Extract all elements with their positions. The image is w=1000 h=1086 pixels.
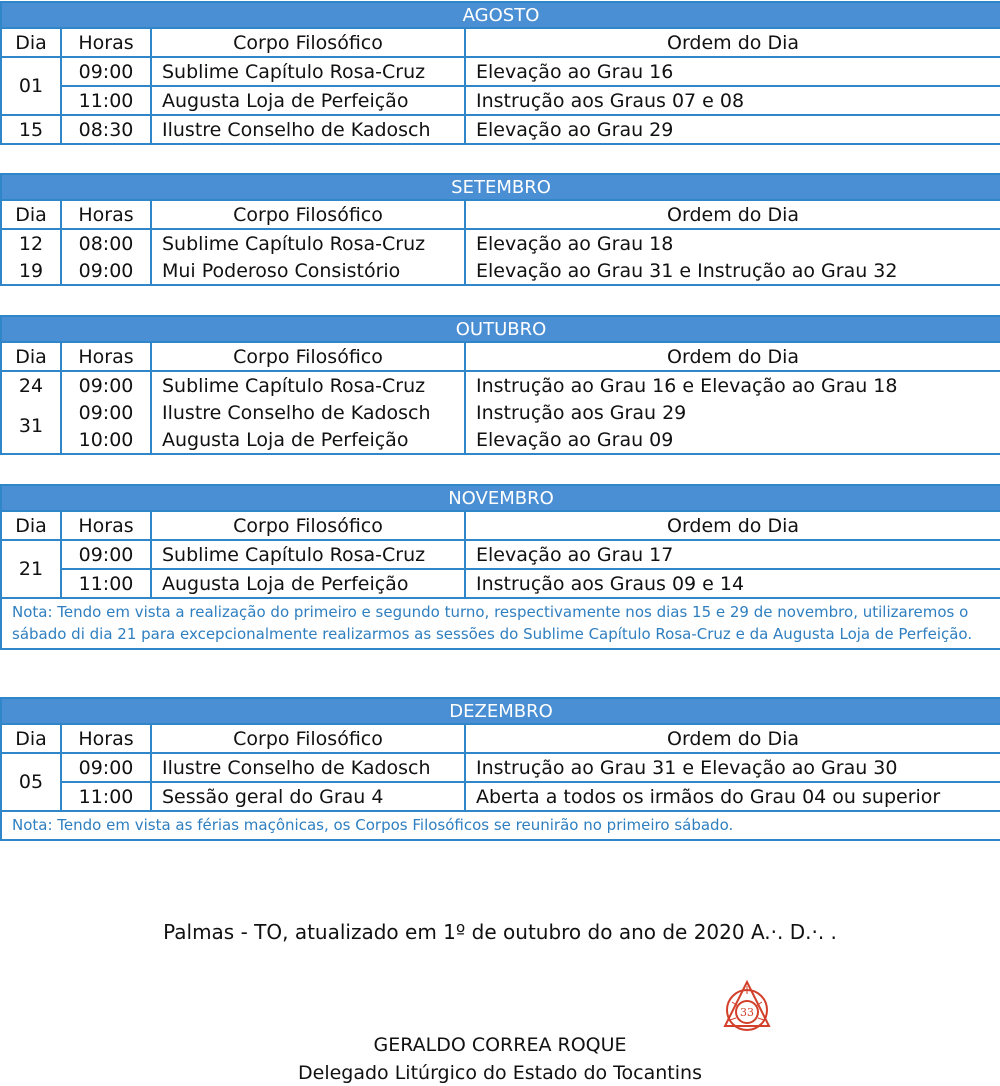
header-horas: Horas: [61, 724, 151, 753]
ordem-cell: Elevação ao Grau 17: [465, 540, 1000, 569]
header-horas: Horas: [61, 342, 151, 371]
corpo-cell: Augusta Loja de Perfeição: [151, 569, 465, 598]
header-dia: Dia: [1, 200, 61, 229]
header-corpo: Corpo Filosófico: [151, 724, 465, 753]
table-row: [1, 115, 1000, 144]
header-row: [1, 200, 1000, 229]
header-horas: Horas: [61, 511, 151, 540]
ordem-cell: Elevação ao Grau 18: [465, 229, 1000, 257]
header-ordem: Ordem do Dia: [465, 511, 1000, 540]
header-dia: Dia: [1, 28, 61, 57]
table-row: [1, 782, 1000, 811]
table-row: [1, 426, 1000, 454]
table-row: [1, 399, 1000, 426]
month-title: OUTUBRO: [1, 316, 1000, 342]
dia-cell: 01: [1, 57, 61, 115]
table-row: [1, 371, 1000, 399]
header-dia: Dia: [1, 511, 61, 540]
corpo-cell: Sublime Capítulo Rosa-Cruz: [151, 229, 465, 257]
table-row: [1, 257, 1000, 285]
agosto-table: [0, 1, 1000, 145]
hora-cell: 09:00: [61, 753, 151, 782]
ordem-cell: Instrução aos Graus 07 e 08: [465, 86, 1000, 115]
month-novembro: [0, 484, 1000, 650]
table-row: [1, 753, 1000, 782]
dia-cell: 12: [1, 229, 61, 257]
table-row: [1, 229, 1000, 257]
header-row: [1, 724, 1000, 753]
corpo-cell: Ilustre Conselho de Kadosch: [151, 753, 465, 782]
ordem-cell: Elevação ao Grau 16: [465, 57, 1000, 86]
dia-cell: 21: [1, 540, 61, 598]
corpo-cell: Sessão geral do Grau 4: [151, 782, 465, 811]
hora-cell: 11:00: [61, 782, 151, 811]
note-text: Nota: Tendo em vista as férias maçônicas, os Corpos Filosóficos se reunirão no primeiro sábado.: [1, 811, 1000, 840]
month-dezembro: [0, 697, 1000, 841]
header-ordem: Ordem do Dia: [465, 342, 1000, 371]
hora-cell: 09:00: [61, 540, 151, 569]
dia-cell: 24: [1, 371, 61, 399]
dia-cell: 15: [1, 115, 61, 144]
header-row: [1, 342, 1000, 371]
ordem-cell: Instrução ao Grau 31 e Elevação ao Grau 30: [465, 753, 1000, 782]
month-setembro: [0, 173, 1000, 286]
corpo-cell: Augusta Loja de Perfeição: [151, 86, 465, 115]
header-corpo: Corpo Filosófico: [151, 511, 465, 540]
hora-cell: 09:00: [61, 371, 151, 399]
ordem-cell: Elevação ao Grau 09: [465, 426, 1000, 454]
header-ordem: Ordem do Dia: [465, 724, 1000, 753]
header-corpo: Corpo Filosófico: [151, 342, 465, 371]
header-horas: Horas: [61, 200, 151, 229]
hora-cell: 08:30: [61, 115, 151, 144]
month-title: DEZEMBRO: [1, 698, 1000, 724]
novembro-table: [0, 484, 1000, 650]
setembro-table: [0, 173, 1000, 286]
hora-cell: 11:00: [61, 86, 151, 115]
month-title: SETEMBRO: [1, 174, 1000, 200]
header-ordem: Ordem do Dia: [465, 200, 1000, 229]
corpo-cell: Ilustre Conselho de Kadosch: [151, 399, 465, 426]
ordem-cell: Aberta a todos os irmãos do Grau 04 ou superior: [465, 782, 1000, 811]
header-horas: Horas: [61, 28, 151, 57]
dia-cell: 19: [1, 257, 61, 285]
corpo-cell: Sublime Capítulo Rosa-Cruz: [151, 371, 465, 399]
table-row: [1, 569, 1000, 598]
corpo-cell: Sublime Capítulo Rosa-Cruz: [151, 57, 465, 86]
hora-cell: 09:00: [61, 399, 151, 426]
place-date: Palmas - TO, atualizado em 1º de outubro do ano de 2020 A.·. D.·. .: [163, 920, 837, 944]
ordem-cell: Instrução ao Grau 16 e Elevação ao Grau 18: [465, 371, 1000, 399]
corpo-cell: Augusta Loja de Perfeição: [151, 426, 465, 454]
header-dia: Dia: [1, 724, 61, 753]
outubro-table: [0, 315, 1000, 455]
seal-icon: [722, 980, 772, 1036]
header-ordem: Ordem do Dia: [465, 28, 1000, 57]
ordem-cell: Instrução aos Graus 09 e 14: [465, 569, 1000, 598]
table-row: [1, 86, 1000, 115]
table-row: [1, 540, 1000, 569]
hora-cell: 08:00: [61, 229, 151, 257]
signature-name: GERALDO CORREA ROQUE: [373, 1034, 627, 1056]
note-text: Nota: Tendo em vista a realização do primeiro e segundo turno, respectivamente nos dias 15 e 29 de novembro, utilizaremos o sábado di dia 21 para excepcionalmente realizarmos as sessões do Sublime Capítulo Rosa-Cruz e da Augusta Loja de Perfeição.: [1, 598, 1000, 649]
ordem-cell: Elevação ao Grau 29: [465, 115, 1000, 144]
month-title: NOVEMBRO: [1, 485, 1000, 511]
header-row: [1, 511, 1000, 540]
seal-number: 33: [740, 1006, 754, 1019]
dia-cell: 31: [1, 399, 61, 454]
hora-cell: 10:00: [61, 426, 151, 454]
ordem-cell: Elevação ao Grau 31 e Instrução ao Grau 32: [465, 257, 1000, 285]
hora-cell: 11:00: [61, 569, 151, 598]
header-corpo: Corpo Filosófico: [151, 200, 465, 229]
dezembro-table: [0, 697, 1000, 841]
dia-cell: 05: [1, 753, 61, 811]
corpo-cell: Ilustre Conselho de Kadosch: [151, 115, 465, 144]
hora-cell: 09:00: [61, 57, 151, 86]
header-dia: Dia: [1, 342, 61, 371]
month-title: AGOSTO: [1, 2, 1000, 28]
signature-role: Delegado Litúrgico do Estado do Tocantins: [298, 1062, 702, 1084]
header-row: [1, 28, 1000, 57]
header-corpo: Corpo Filosófico: [151, 28, 465, 57]
table-row: [1, 57, 1000, 86]
hora-cell: 09:00: [61, 257, 151, 285]
corpo-cell: Mui Poderoso Consistório: [151, 257, 465, 285]
corpo-cell: Sublime Capítulo Rosa-Cruz: [151, 540, 465, 569]
month-outubro: [0, 315, 1000, 455]
ordem-cell: Instrução aos Grau 29: [465, 399, 1000, 426]
month-agosto: [0, 1, 1000, 145]
